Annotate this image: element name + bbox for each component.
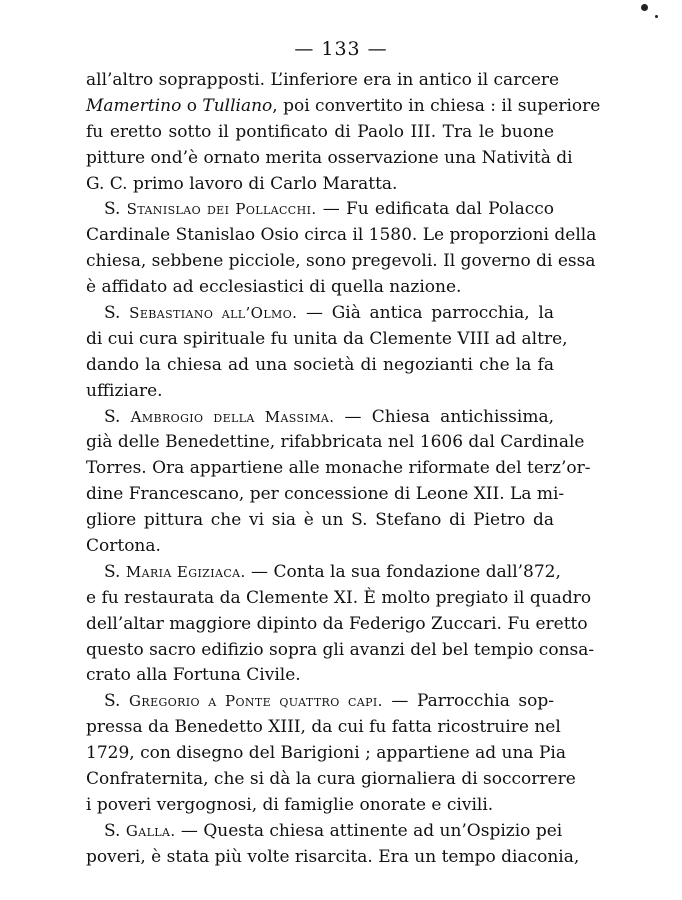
text-line xyxy=(86,197,554,223)
text-segment: — Fu edificata dal Polacco xyxy=(316,199,554,220)
ink-speck xyxy=(655,15,658,18)
text-line xyxy=(86,379,554,405)
text-segment: già delle Benedettine, rifabbricata nel 1606 dal Cardinale xyxy=(86,432,585,453)
text-segment: questo sacro edifizio sopra gli avanzi del bel tempio consa- xyxy=(86,639,595,660)
text-segment: o xyxy=(181,95,203,116)
text-segment: — Chiesa antichissima, xyxy=(334,406,554,427)
church-name: Maria Egiziaca. xyxy=(125,562,246,581)
text-line xyxy=(86,508,554,534)
text-line xyxy=(86,68,560,94)
text-segment: — Conta la sua fondazione dall’872, xyxy=(245,561,561,582)
text-segment: i poveri vergognosi, di famiglie onorate e civili. xyxy=(86,794,494,815)
text-segment: — Parrocchia sop- xyxy=(382,691,554,712)
ink-speck xyxy=(641,4,648,11)
text-segment: chiesa, sebbene picciole, sono pregevoli. Il governo di essa xyxy=(86,251,596,272)
text-segment: di cui cura spirituale fu unita da Clemente VIII ad altre, xyxy=(86,328,568,349)
text-segment: fu eretto sotto il pontificato di Paolo III. Tra le buone xyxy=(86,121,554,142)
text-segment: dine Francescano, per concessione di Leone XII. La mi- xyxy=(86,484,565,505)
text-segment: pitture ond’è ornato merita osservazione una Natività di xyxy=(86,147,573,168)
text-segment: S. xyxy=(104,820,126,841)
church-name: Gregorio a Ponte quattro capi. xyxy=(129,692,383,711)
text-segment: G. C. primo lavoro di Carlo Maratta. xyxy=(86,173,398,194)
text-line xyxy=(86,94,601,120)
church-name: Sebastiano all’Olmo. xyxy=(129,304,298,323)
text-line xyxy=(86,534,554,560)
text-segment: è affidato ad ecclesiastici di quella nazione. xyxy=(86,277,462,298)
text-segment: S. xyxy=(104,303,130,324)
text-segment: 1729, con disegno del Barigioni ; appartiene ad una Pia xyxy=(86,743,566,764)
text-segment: all’altro soprapposti. L’inferiore era in antico il carcere xyxy=(86,70,560,90)
text-segment: S. xyxy=(104,406,131,427)
text-segment: Torres. Ora appartiene alle monache riformate del terz’or- xyxy=(86,458,591,479)
text-segment: e fu restaurata da Clemente XI. È molto pregiato il quadro xyxy=(86,587,592,608)
text-line xyxy=(86,146,573,172)
text-line xyxy=(86,223,597,249)
text-line xyxy=(86,482,565,508)
text-line xyxy=(86,120,554,146)
page-number: — 133 — xyxy=(294,38,388,60)
text-line xyxy=(86,249,596,275)
text-line xyxy=(86,715,561,741)
text-line xyxy=(86,353,554,379)
text-line xyxy=(86,456,591,482)
text-line xyxy=(86,586,592,612)
text-segment: dell’altar maggiore dipinto da Federigo Zuccari. Fu eretto xyxy=(86,613,588,634)
text-line xyxy=(86,819,563,845)
text-segment: , poi convertito in chiesa : il superiore xyxy=(272,95,601,116)
body-text xyxy=(86,68,601,871)
church-name: Galla. xyxy=(125,821,176,840)
text-segment: S. xyxy=(104,561,126,582)
text-segment: S. xyxy=(104,691,130,712)
text-segment: — Questa chiesa attinente ad un’Ospizio pei xyxy=(175,820,563,841)
text-segment: Confraternita, che si dà la cura giornaliera di soccorrere xyxy=(86,769,576,790)
text-line xyxy=(86,327,568,353)
text-segment: uffiziare. xyxy=(86,380,163,401)
text-segment: — Già antica parrocchia, la xyxy=(297,303,554,324)
text-line xyxy=(86,405,554,431)
text-segment: pressa da Benedetto XIII, da cui fu fatta ricostruire nel xyxy=(86,717,561,738)
text-line xyxy=(86,430,585,456)
text-line xyxy=(86,663,554,689)
text-segment: dando la chiesa ad una società di negozianti che la fa xyxy=(86,354,554,375)
text-line xyxy=(86,793,554,819)
italic-text: Mamertino xyxy=(86,95,182,116)
text-line xyxy=(86,689,554,715)
text-line xyxy=(86,301,554,327)
text-segment: S. xyxy=(104,199,127,220)
text-line xyxy=(86,275,554,301)
church-name: Ambrogio della Massima. xyxy=(130,407,335,426)
text-segment: poveri, è stata più volte risarcita. Era un tempo diaconia, xyxy=(86,846,580,867)
text-line xyxy=(86,741,566,767)
text-line xyxy=(86,767,576,793)
text-segment: Cardinale Stanislao Osio circa il 1580. Le proporzioni della xyxy=(86,225,597,246)
text-line xyxy=(86,845,580,871)
text-segment: gliore pittura che vi sia è un S. Stefano di Pietro da xyxy=(86,510,554,531)
italic-text: Tulliano xyxy=(202,95,273,116)
text-segment: crato alla Fortuna Civile. xyxy=(86,665,301,686)
text-line xyxy=(86,560,561,586)
text-segment: Cortona. xyxy=(86,536,161,557)
text-line xyxy=(86,172,554,198)
text-line xyxy=(86,612,588,638)
church-name: Stanislao dei Pollacchi. xyxy=(126,200,317,219)
text-line xyxy=(86,638,595,664)
